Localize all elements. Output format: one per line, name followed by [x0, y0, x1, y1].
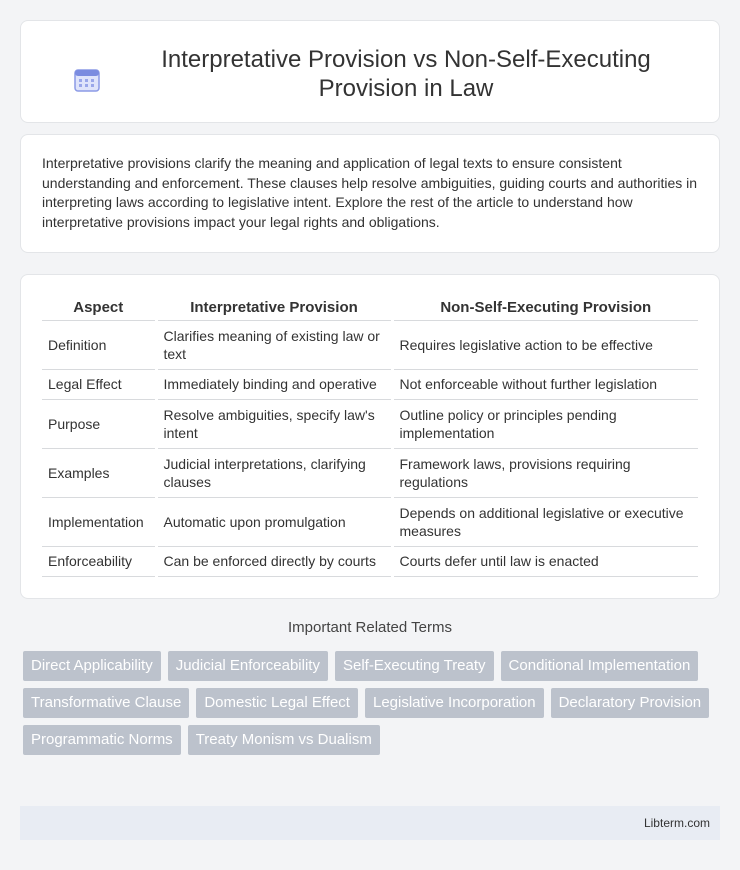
column-header-interpretative: Interpretative Provision: [156, 295, 392, 320]
table-row: [42, 369, 698, 399]
related-terms-heading: Important Related Terms: [288, 619, 452, 636]
related-term-tag[interactable]: Judicial Enforceability: [168, 651, 328, 681]
table-row: [42, 399, 698, 448]
table-cell: Examples: [42, 448, 156, 497]
table-cell: Courts defer until law is enacted: [392, 546, 698, 576]
table-row: [42, 320, 698, 369]
related-term-tag[interactable]: Conditional Implementation: [501, 651, 699, 681]
table-cell: Can be enforced directly by courts: [156, 546, 392, 576]
table-cell: Definition: [42, 320, 156, 369]
table-cell: Implementation: [42, 497, 156, 546]
related-terms-list: [23, 651, 723, 755]
related-term-tag[interactable]: Self-Executing Treaty: [335, 651, 494, 681]
related-term-tag[interactable]: Programmatic Norms: [23, 725, 181, 755]
table-cell: Judicial interpretations, clarifying clauses: [156, 448, 392, 497]
table-cell: Purpose: [42, 399, 156, 448]
table-cell: Legal Effect: [42, 369, 156, 399]
table-cell: Requires legislative action to be effective: [392, 320, 698, 369]
related-term-tag[interactable]: Declaratory Provision: [551, 688, 710, 718]
table-cell: Outline policy or principles pending implementation: [392, 399, 698, 448]
table-cell: Depends on additional legislative or executive measures: [392, 497, 698, 546]
table-cell: Not enforceable without further legislation: [392, 369, 698, 399]
table-cell: Immediately binding and operative: [156, 369, 392, 399]
footer: [20, 806, 720, 840]
table-row: [42, 448, 698, 497]
related-term-tag[interactable]: Treaty Monism vs Dualism: [188, 725, 380, 755]
table-cell: Enforceability: [42, 546, 156, 576]
related-term-tag[interactable]: Legislative Incorporation: [365, 688, 544, 718]
table-cell: Automatic upon promulgation: [156, 497, 392, 546]
comparison-table: [42, 295, 698, 577]
calendar-grid-icon: [74, 68, 100, 92]
table-cell: Framework laws, provisions requiring regulations: [392, 448, 698, 497]
table-header-row: [42, 295, 698, 320]
related-term-tag[interactable]: Transformative Clause: [23, 688, 189, 718]
table-row: [42, 497, 698, 546]
related-term-tag[interactable]: Direct Applicability: [23, 651, 161, 681]
intro-paragraph: Interpretative provisions clarify the meaning and application of legal texts to ensure consistent understanding and enforcement. These clauses help resolve ambiguities, guiding courts and authorities in interpreting laws according to legislative intent. Explore the rest of the article to understand how interpretative provisions impact your legal rights and obligations.: [42, 155, 698, 230]
title-card: [20, 20, 720, 123]
intro-card: [20, 134, 720, 253]
comparison-table-card: [20, 274, 720, 599]
table-row: [42, 546, 698, 576]
column-header-aspect: Aspect: [42, 295, 156, 320]
table-cell: Clarifies meaning of existing law or text: [156, 320, 392, 369]
column-header-non-self-executing: Non-Self-Executing Provision: [392, 295, 698, 320]
table-cell: Resolve ambiguities, specify law's intent: [156, 399, 392, 448]
footer-site-link[interactable]: Libterm.com: [643, 816, 710, 830]
page-title: Interpretative Provision vs Non-Self-Executing Provision in Law: [161, 46, 651, 102]
related-term-tag[interactable]: Domestic Legal Effect: [196, 688, 358, 718]
